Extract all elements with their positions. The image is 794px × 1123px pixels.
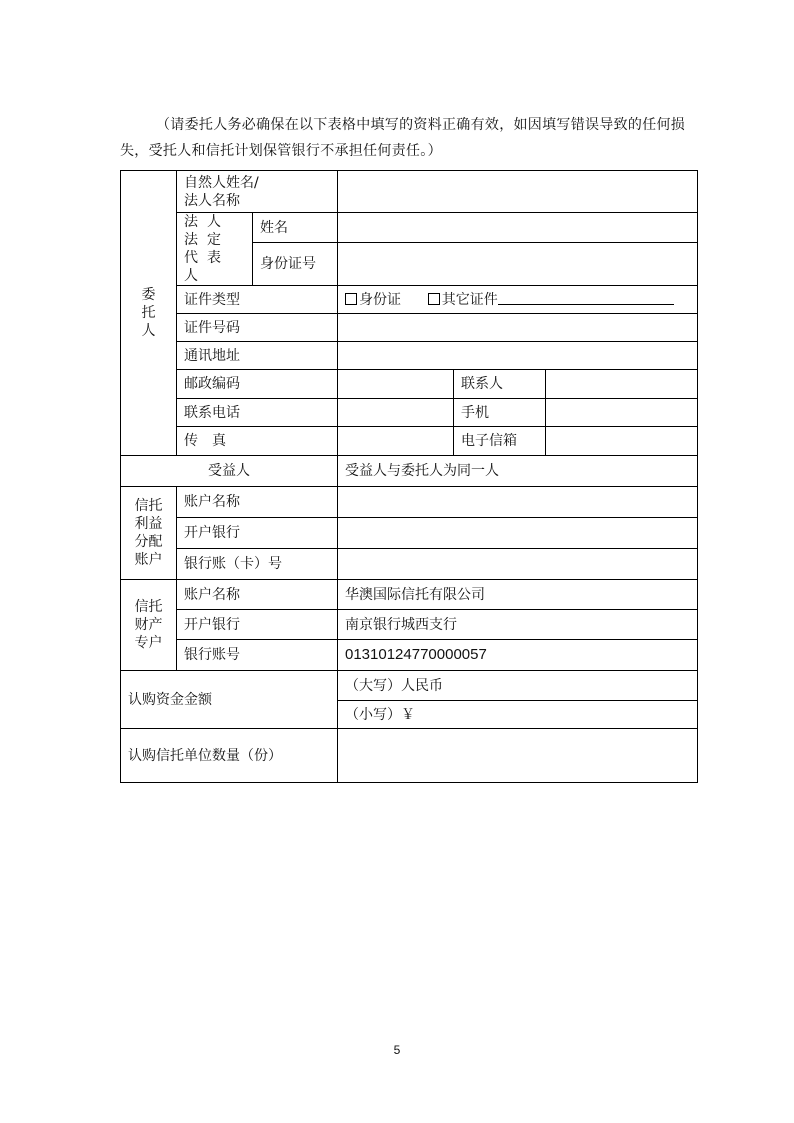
rep-id-field[interactable] (338, 243, 698, 286)
postcode-field[interactable] (338, 370, 454, 399)
email-field[interactable] (546, 427, 698, 456)
cert-no-label: 证件号码 (177, 314, 338, 342)
contact-label: 联系人 (454, 370, 546, 399)
address-label: 通讯地址 (177, 342, 338, 370)
trust-bank-value: 南京银行城西支行 (338, 610, 698, 640)
rep-name-field[interactable] (338, 213, 698, 243)
cert-type-label: 证件类型 (177, 286, 338, 314)
rep-name-label: 姓名 (253, 213, 338, 243)
amount-lower-label: （小写）￥ (345, 706, 415, 723)
notice-text: （请委托人务必确保在以下表格中填写的资料正确有效，如因填写错误导致的任何损失，受托人和信托计划保管银行不承担任何责任。） (120, 117, 686, 159)
mobile-label: 手机 (454, 399, 546, 427)
units-field[interactable] (338, 729, 698, 783)
amount-lower-field[interactable] (338, 701, 698, 729)
amount-upper-label: （大写）人民币 (345, 677, 443, 694)
trust-bank-label: 开户银行 (177, 610, 338, 640)
rep-id-label: 身份证号 (253, 243, 338, 286)
page-number: 5 (393, 1043, 401, 1057)
units-label: 认购信托单位数量（份） (121, 729, 338, 783)
distribution-account-section-label: 信托 利益 分配 账户 (121, 487, 177, 580)
email-label: 电子信箱 (454, 427, 546, 456)
cert-no-field[interactable] (338, 314, 698, 342)
amount-upper-field[interactable] (338, 671, 698, 701)
amount-label: 认购资金金额 (121, 671, 338, 729)
id-card-checkbox[interactable] (345, 293, 357, 305)
trust-account-no-value: 01310124770000057 (338, 640, 698, 671)
distribution-account-name-label: 账户名称 (177, 487, 338, 518)
id-card-option-label: 身份证 (359, 292, 401, 308)
fax-label: 传 真 (177, 427, 338, 456)
other-cert-checkbox[interactable] (428, 293, 440, 305)
address-field[interactable] (338, 342, 698, 370)
principal-name-field[interactable] (338, 171, 698, 213)
cert-type-field (338, 286, 698, 314)
beneficiary-label: 受益人 (121, 456, 338, 487)
principal-name-label: 自然人姓名/ 法人名称 (177, 171, 338, 213)
distribution-bank-field[interactable] (338, 518, 698, 549)
fax-field[interactable] (338, 427, 454, 456)
trust-account-section-label: 信托 财产 专户 (121, 580, 177, 671)
beneficiary-value: 受益人与委托人为同一人 (338, 456, 698, 487)
distribution-account-no-label: 银行账（卡）号 (177, 549, 338, 580)
other-cert-option-label: 其它证件 (441, 292, 498, 308)
postcode-label: 邮政编码 (177, 370, 338, 399)
principal-section-label: 委 托 人 (121, 171, 177, 456)
mobile-field[interactable] (546, 399, 698, 427)
phone-field[interactable] (338, 399, 454, 427)
subscription-form-table (120, 170, 698, 783)
trust-account-name-value: 华澳国际信托有限公司 (338, 580, 698, 610)
distribution-bank-label: 开户银行 (177, 518, 338, 549)
other-cert-blank[interactable] (498, 290, 674, 305)
phone-label: 联系电话 (177, 399, 338, 427)
trust-account-name-label: 账户名称 (177, 580, 338, 610)
trust-account-no-label: 银行账号 (177, 640, 338, 671)
contact-field[interactable] (546, 370, 698, 399)
distribution-account-name-field[interactable] (338, 487, 698, 518)
distribution-account-no-field[interactable] (338, 549, 698, 580)
legal-rep-label: 法人法定代表人 (177, 213, 253, 286)
